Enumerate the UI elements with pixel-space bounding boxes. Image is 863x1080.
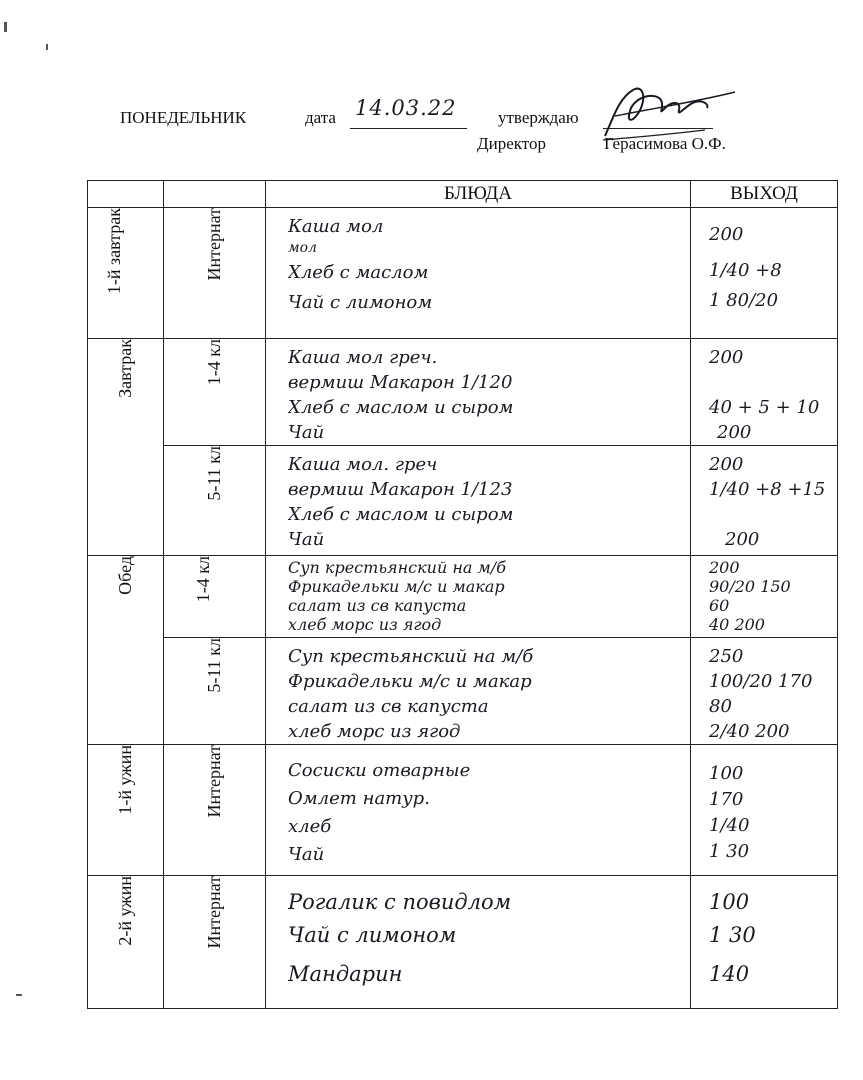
meal-label-cell xyxy=(88,745,164,876)
director-name: Герасимова О.Ф. xyxy=(604,134,726,153)
output-item: 170 xyxy=(709,789,744,810)
date-label: дата xyxy=(305,108,336,127)
group-header-cell xyxy=(164,181,266,208)
output-item: 90/20 150 xyxy=(709,577,791,596)
dish-list xyxy=(266,208,690,318)
output-item xyxy=(709,502,837,527)
meal-label: 1-й завтрак xyxy=(103,208,124,295)
signature-underline xyxy=(603,128,713,129)
dish-list xyxy=(266,876,690,991)
dish-item: салат из св капуста xyxy=(288,596,467,615)
output-item: 1 30 xyxy=(709,841,750,862)
group-label: Интернат xyxy=(204,876,225,949)
output-item: 1/40 xyxy=(709,815,750,836)
group-label: 1-4 кл xyxy=(192,556,213,603)
output-cell xyxy=(691,638,838,745)
dish-list xyxy=(266,556,690,634)
output-list xyxy=(691,745,837,865)
dish-item: Каша мол xyxy=(288,216,384,237)
output-list xyxy=(691,556,837,634)
dishes-cell xyxy=(266,638,691,745)
output-item: 60 xyxy=(709,596,730,615)
dish-item: вермиш Макарон 1/123 xyxy=(288,479,513,500)
output-item: 200 xyxy=(709,224,744,244)
output-item: 100 xyxy=(709,763,744,784)
dish-list xyxy=(266,446,690,552)
output-cell xyxy=(691,556,838,638)
dish-item: мол xyxy=(288,240,317,256)
group-label: Интернат xyxy=(204,745,225,818)
output-item: 1/40 +8 xyxy=(709,260,782,281)
dishes-cell xyxy=(266,876,691,1009)
output-item: 1 30 xyxy=(709,923,756,947)
dishes-cell xyxy=(266,446,691,556)
group-label: 5-11 кл xyxy=(204,446,225,501)
dish-item: Фрикадельки м/с и макар xyxy=(288,671,532,692)
dish-item: Хлеб с маслом и сыром xyxy=(288,397,514,418)
output-item: 140 xyxy=(709,962,750,986)
dish-item: хлеб морс из ягод xyxy=(288,615,442,634)
output-item xyxy=(709,244,837,258)
output-list xyxy=(691,446,837,552)
meal-label: 1-й ужин xyxy=(115,745,136,815)
output-item: 200 xyxy=(709,347,744,368)
dish-item: Фрикадельки м/с и макар xyxy=(288,577,505,596)
dish-item: Чай с лимоном xyxy=(288,292,433,313)
meal-header-cell xyxy=(88,181,164,208)
dish-item: Суп крестьянский на м/б xyxy=(288,558,506,577)
day-of-week: ПОНЕДЕЛЬНИК xyxy=(120,108,247,127)
date-value: 14.03.22 xyxy=(355,96,457,120)
output-cell xyxy=(691,446,838,556)
meal-label-cell xyxy=(88,339,164,556)
dish-list xyxy=(266,339,690,445)
group-label: 1-4 кл xyxy=(204,339,225,386)
dish-item: хлеб xyxy=(288,816,332,837)
output-item: 200 xyxy=(709,558,740,577)
output-item: 200 xyxy=(709,454,744,475)
output-item xyxy=(709,370,837,395)
meal-label-cell xyxy=(88,208,164,339)
output-cell xyxy=(691,876,838,1009)
dish-item: Сосиски отварные xyxy=(288,760,471,781)
output-item: 2/40 200 xyxy=(709,721,790,742)
output-item: 250 xyxy=(709,646,744,667)
group-label-cell xyxy=(164,208,266,339)
output-list xyxy=(691,638,837,744)
director-label: Директор xyxy=(477,134,546,153)
scan-mark xyxy=(16,994,22,996)
output-item: 100/20 170 xyxy=(709,671,813,692)
output-cell xyxy=(691,339,838,446)
group-label-cell xyxy=(164,556,266,638)
dish-item: Чай xyxy=(288,529,325,550)
dish-item: Мандарин xyxy=(288,962,403,986)
group-label-cell xyxy=(164,446,266,556)
output-item: 80 xyxy=(709,696,732,717)
output-list xyxy=(691,208,837,318)
dish-item: Рогалик с повидлом xyxy=(288,890,512,914)
output-cell xyxy=(691,208,838,339)
dish-item: Суп крестьянский на м/б xyxy=(288,646,534,667)
output-header: ВЫХОД xyxy=(691,181,838,208)
date-underline xyxy=(350,128,467,129)
dish-list xyxy=(266,745,690,869)
dishes-cell xyxy=(266,208,691,339)
dish-item: Каша мол. греч xyxy=(288,454,438,475)
output-item: 40 + 5 + 10 xyxy=(709,397,820,418)
scan-mark xyxy=(46,44,48,50)
dish-item: Каша мол греч. xyxy=(288,347,438,368)
approve-label: утверждаю xyxy=(498,108,579,127)
dish-item: салат из св капуста xyxy=(288,696,489,717)
meal-label: Обед xyxy=(115,556,136,595)
output-list xyxy=(691,339,837,445)
scan-mark xyxy=(4,22,7,32)
dishes-cell xyxy=(266,339,691,446)
output-item: 200 xyxy=(717,422,752,443)
output-item: 200 xyxy=(725,529,760,550)
meal-label: Завтрак xyxy=(115,339,136,398)
dish-item: Чай с лимоном xyxy=(288,923,457,947)
dish-item: вермиш Макарон 1/120 xyxy=(288,372,513,393)
output-item: 1/40 +8 +15 xyxy=(709,479,826,500)
meal-label-cell xyxy=(88,556,164,745)
output-cell xyxy=(691,745,838,876)
dish-item: Чай xyxy=(288,844,325,865)
group-label-cell xyxy=(164,638,266,745)
group-label-cell xyxy=(164,339,266,446)
output-list xyxy=(691,876,837,991)
dish-item: Омлет натур. xyxy=(288,788,430,809)
dish-item: хлеб морс из ягод xyxy=(288,721,461,742)
meal-label-cell xyxy=(88,876,164,1009)
output-item: 40 200 xyxy=(709,615,765,634)
dish-item: Чай xyxy=(288,422,325,443)
dishes-cell xyxy=(266,745,691,876)
group-label-cell xyxy=(164,745,266,876)
output-item: 100 xyxy=(709,890,750,914)
meal-label: 2-й ужин xyxy=(115,876,136,946)
dish-list xyxy=(266,638,690,744)
group-label-cell xyxy=(164,876,266,1009)
group-label: Интернат xyxy=(204,208,225,281)
menu-table xyxy=(87,180,838,1009)
dishes-cell xyxy=(266,556,691,638)
dish-item: Хлеб с маслом xyxy=(288,262,429,283)
dish-item: Хлеб с маслом и сыром xyxy=(288,504,514,525)
dishes-header: БЛЮДА xyxy=(266,181,691,208)
output-item: 1 80/20 xyxy=(709,290,779,311)
group-label: 5-11 кл xyxy=(204,638,225,693)
